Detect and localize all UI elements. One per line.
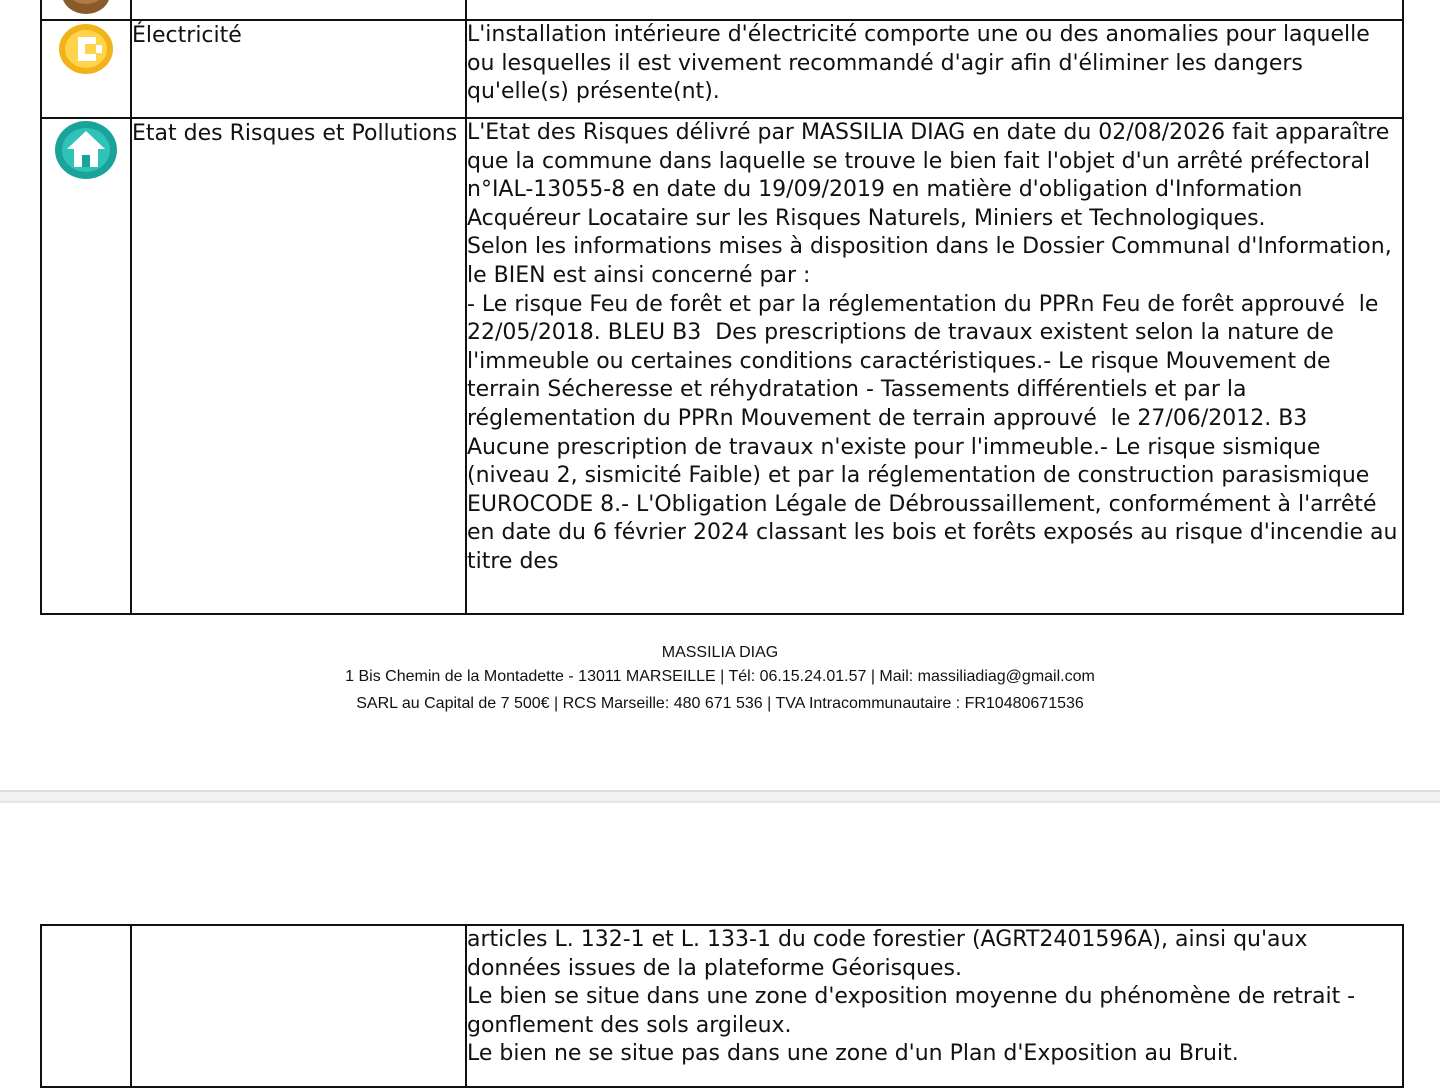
footer-company: MASSILIA DIAG [661,644,779,661]
risk-label: Etat des Risques et Pollutions [132,121,458,146]
footer-legal: SARL au Capital de 7 500€ | RCS Marseille: 480 671 536 | TVA Intracommunautaire : FR10480671536 [356,695,1084,712]
row-text [466,118,1403,614]
diagnostic-icon [58,0,114,18]
diagnostic-summary-table [40,0,1404,615]
risk-text-paragraph: L'Etat des Risques délivré par MASSILIA DIAG en date du 02/08/2026 fait apparaître que la commune dans laquelle se trouve le bien fait l'objet d'un arrêté préfectoral n°IAL-13055-8 en date du 19/09/2019 en matière d'obligation d'Information Acquéreur Locataire sur les Risques Naturels, Miniers et Technologiques. [467,120,1397,231]
table-row [41,925,1403,1087]
row-text [466,0,1403,20]
footer-address: 1 Bis Chemin de la Montadette - 13011 MARSEILLE | Tél: 06.15.24.01.57 | Mail: massiliadiag@gmail.com [345,668,1095,685]
icon-cell [41,0,131,20]
diagnostic-summary-table-continued [40,924,1404,1088]
house-risk-icon [53,119,119,181]
electricity-label: Électricité [132,23,242,48]
row-label [131,925,466,1087]
page-separator [0,790,1440,803]
icon-cell [41,118,131,614]
electricity-icon [56,21,116,77]
continuation-paragraph: articles L. 132-1 et L. 133-1 du code forestier (AGRT2401596A), ainsi qu'aux données issues de la plateforme Géorisques. [467,927,1315,981]
row-label [131,118,466,614]
icon-cell [41,20,131,118]
icon-cell [41,925,131,1087]
continuation-paragraph: Le bien se situe dans une zone d'exposition moyenne du phénomène de retrait - gonflement des sols argileux. [467,984,1363,1038]
risk-text-paragraph: - Le risque Feu de forêt et par la réglementation du PPRn Feu de forêt approuvé le 22/05/2018. BLEU B3 Des prescriptions de travaux existent selon la nature de l'immeuble ou certaines conditions caractéristiques.- Le risque Mouvement de terrain Sécheresse et réhydratation - Tassements différentiels et par la réglementation du PPRn Mouvement de terrain approuvé le 27/06/2012. B3 Aucune prescription de travaux n'existe pour l'immeuble.- Le risque sismique (niveau 2, sismicité Faible) et par la réglementation de construction parasismique EUROCODE 8.- L'Obligation Légale de Débroussaillement, conformément à l'arrêté en date du 6 février 2024 classant les bois et forêts exposés au risque d'incendie au titre des [467,291,1405,574]
risk-text-paragraph: Selon les informations mises à disposition dans le Dossier Communal d'Information, le BIEN est ainsi concerné par : [467,234,1399,288]
continuation-paragraph: Le bien ne se situe pas dans une zone d'un Plan d'Exposition au Bruit. [467,1041,1239,1067]
row-label [131,20,466,118]
document-page-2 [0,803,1440,1080]
table-row [41,20,1403,118]
table-row [41,0,1403,20]
electricity-text: L'installation intérieure d'électricité comporte une ou des anomalies pour laquelle ou lesquelles il est vivement recommandé d'agir afin d'éliminer les dangers qu'elle(s) présente(nt). [467,22,1377,105]
table-row [41,118,1403,614]
row-text [466,20,1403,118]
row-label [131,0,466,20]
row-text [466,925,1403,1087]
